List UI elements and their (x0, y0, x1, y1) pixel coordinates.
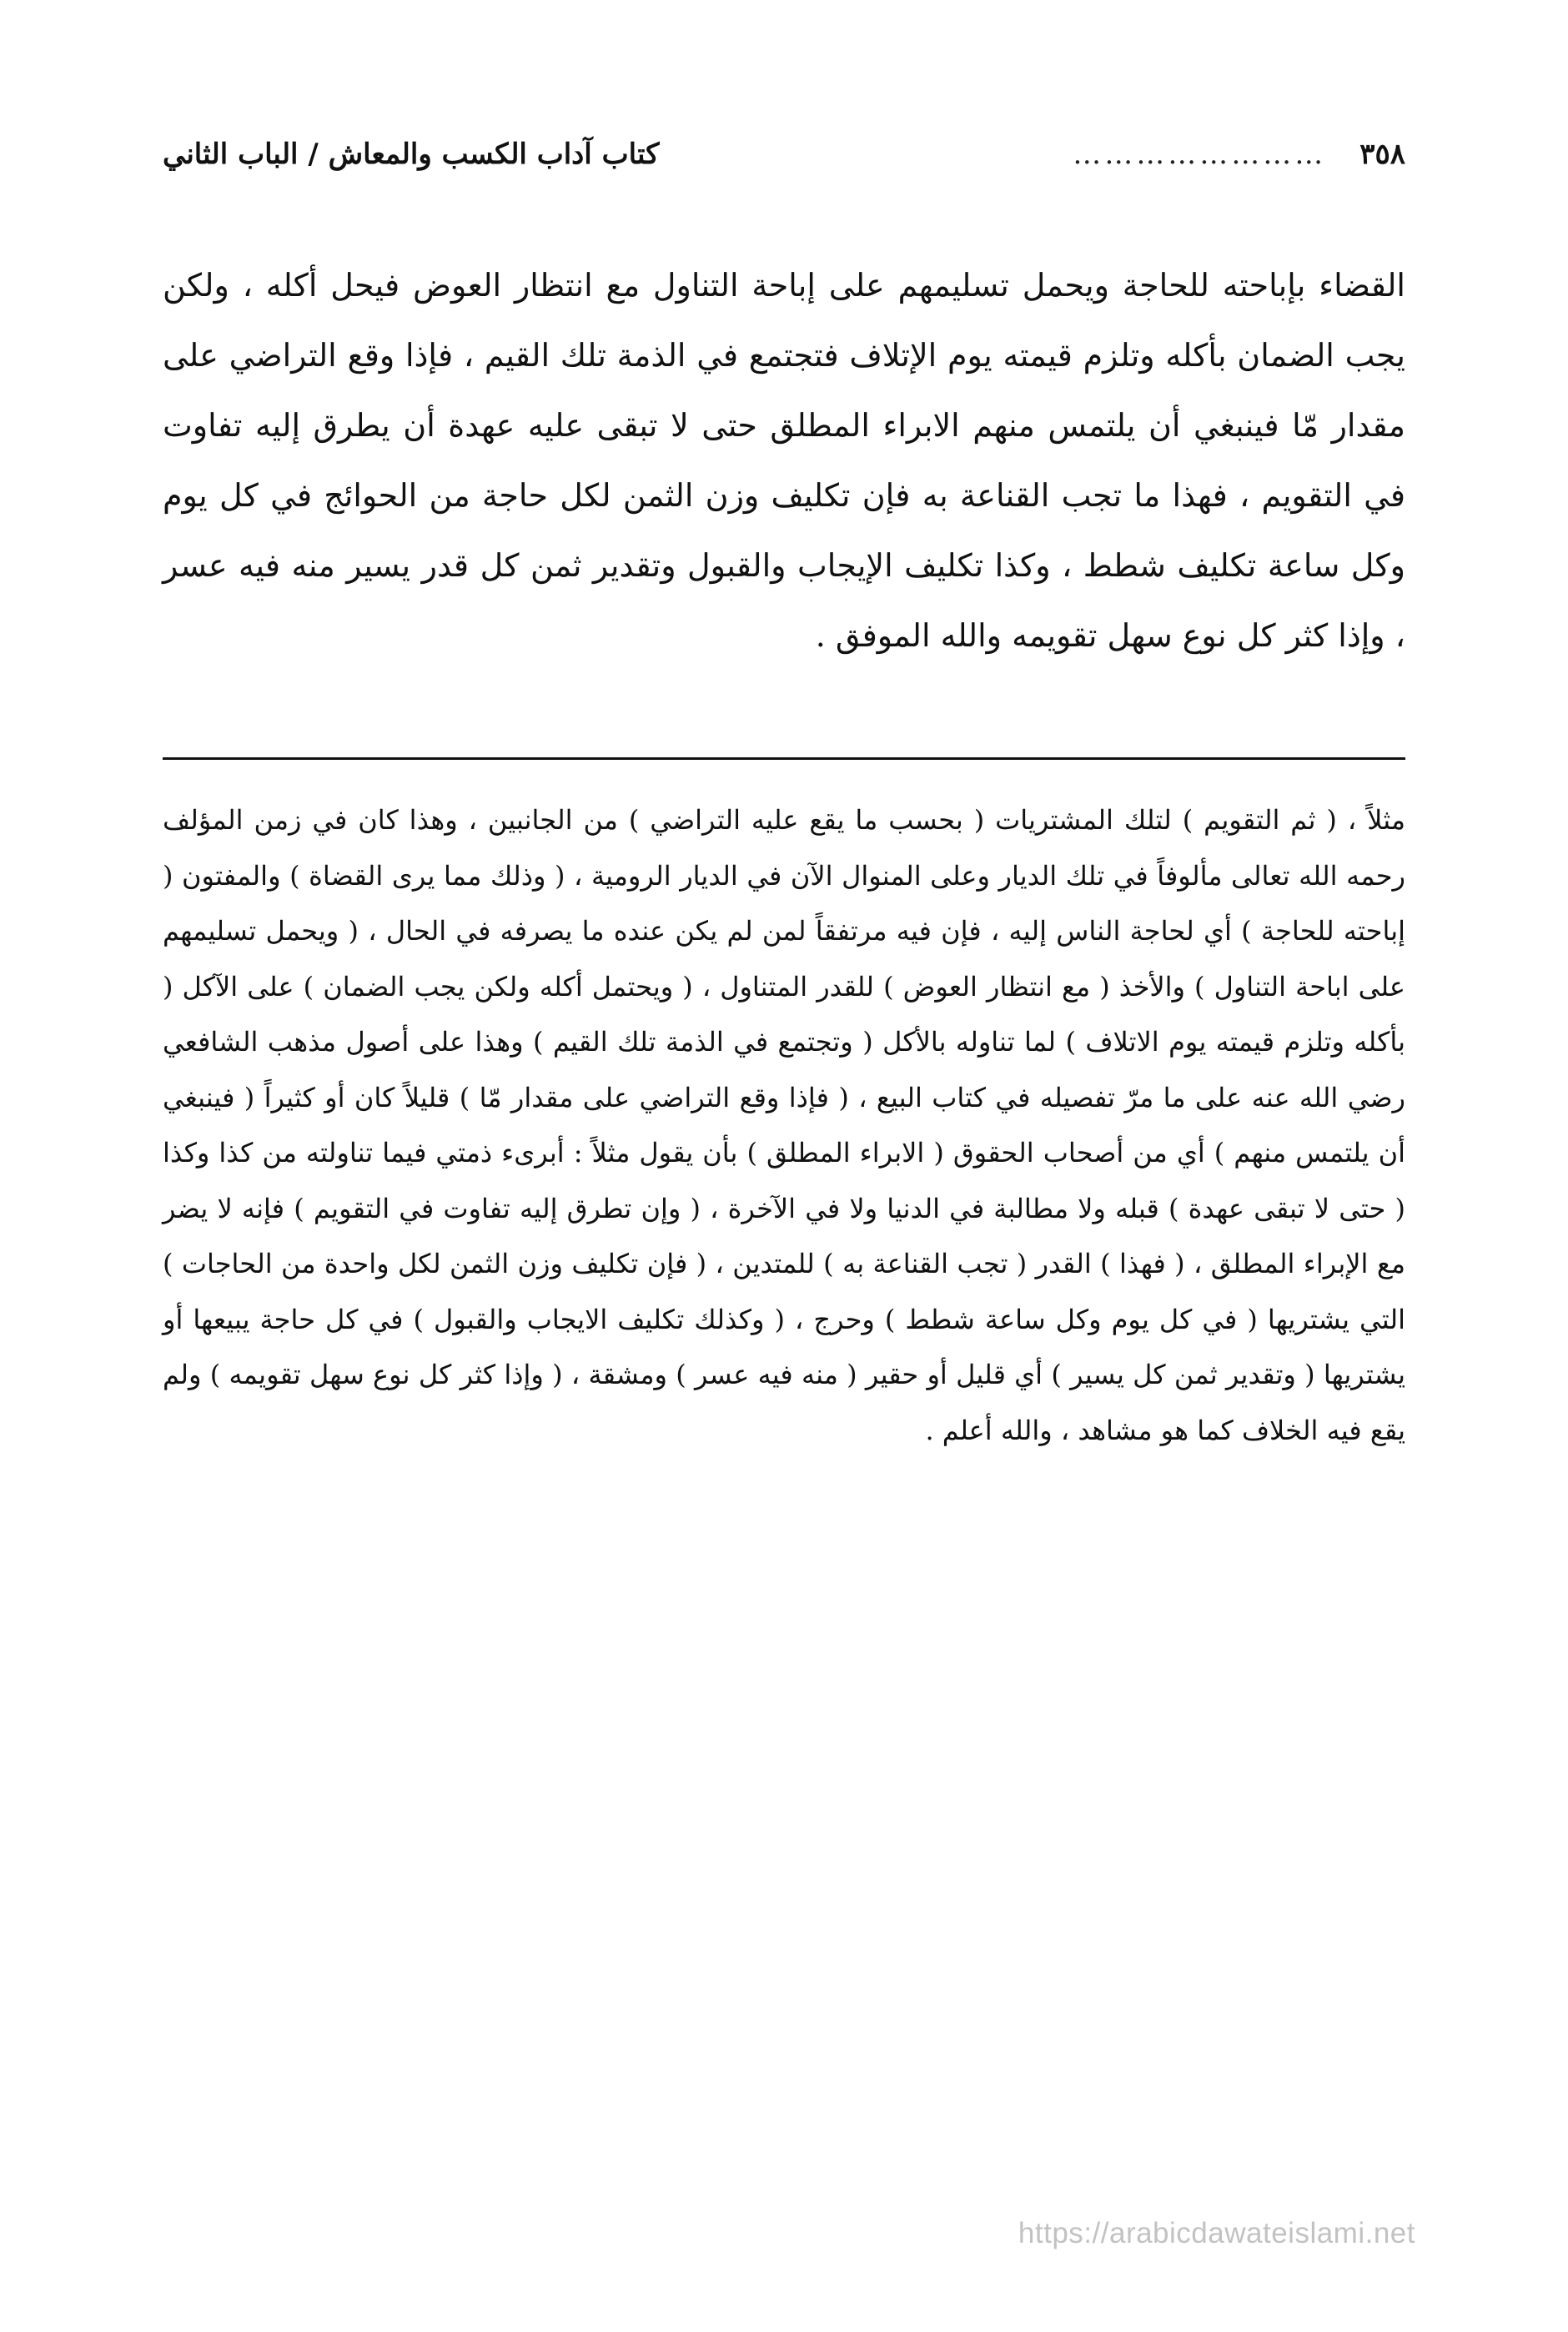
header-dot-leader: …………………… (1073, 138, 1327, 171)
commentary-paragraph: مثلاً ، ( ثم التقويم ) لتلك المشتريات ( بحسب ما يقع عليه التراضي ) من الجانبين ، وهذا كان في زمن المؤلف رحمه الله تعالى مألوفاً في تلك الديار وعلى المنوال الآن في الديار الرومية ، ( وذلك مما يرى القضاة ) والمفتون ( إباحته للحاجة ) أي لحاجة الناس إليه ، فإن فيه مرتفقاً لمن لم يكن عنده ما يصرفه في الحال ، ( ويحمل تسليمهم على اباحة التناول ) والأخذ ( مع انتظار العوض ) للقدر المتناول ، ( ويحتمل أكله ولكن يجب الضمان ) على الآكل ( بأكله وتلزم قيمته يوم الاتلاف ) لما تناوله بالأكل ( وتجتمع في الذمة تلك القيم ) وهذا على أصول مذهب الشافعي رضي الله عنه على ما مرّ تفصيله في كتاب البيع ، ( فإذا وقع التراضي على مقدار مّا ) قليلاً كان أو كثيراً ( فينبغي أن يلتمس منهم ) أي من أصحاب الحقوق ( الابراء المطلق ) بأن يقول مثلاً : أبرىء ذمتي فيما تناولته من كذا وكذا ( حتى لا تبقى عهدة ) قبله ولا مطالبة في الدنيا ولا في الآخرة ، ( وإن تطرق إليه تفاوت في التقويم ) فإنه لا يضر مع الإبراء المطلق ، ( فهذا ) القدر ( تجب القناعة به ) للمتدين ، ( فإن تكليف وزن الثمن لكل واحدة من الحاجات ) التي يشتريها ( في كل يوم وكل ساعة شطط ) وحرج ، ( وكذلك تكليف الايجاب والقبول ) في كل حاجة يبيعها أو يشتريها ( وتقدير ثمن كل يسير ) أي قليل أو حقير ( منه فيه عسر ) ومشقة ، ( وإذا كثر كل نوع سهل تقويمه ) ولم يقع فيه الخلاف كما هو مشاهد ، والله أعلم . (163, 804, 1406, 1446)
page-number: ٣٥٨ (1359, 138, 1405, 171)
watermark-url: https://arabicdawateislami.net (1018, 2217, 1415, 2249)
commentary-block (163, 792, 1405, 1458)
main-text-block (163, 250, 1405, 671)
separator-rule (163, 757, 1405, 760)
page-header (163, 125, 1405, 183)
main-paragraph: القضاء بإباحته للحاجة ويحمل تسليمهم على إباحة التناول مع انتظار العوض فيحل أكله ، ولكن يجب الضمان بأكله وتلزم قيمته يوم الإتلاف فتجتمع في الذمة تلك القيم ، فإذا وقع التراضي على مقدار مّا فينبغي أن يلتمس منهم الابراء المطلق حتى لا تبقى عليه عهدة أن يطرق إليه تفاوت في التقويم ، فهذا ما تجب القناعة به فإن تكليف وزن الثمن لكل حاجة من الحوائج في كل يوم وكل ساعة تكليف شطط ، وكذا تكليف الإيجاب والقبول وتقدير ثمن كل قدر يسير منه فيه عسر ، وإذا كثر كل نوع سهل تقويمه والله الموفق . (163, 267, 1405, 654)
running-title: كتاب آداب الكسب والمعاش / الباب الثاني (163, 138, 660, 171)
